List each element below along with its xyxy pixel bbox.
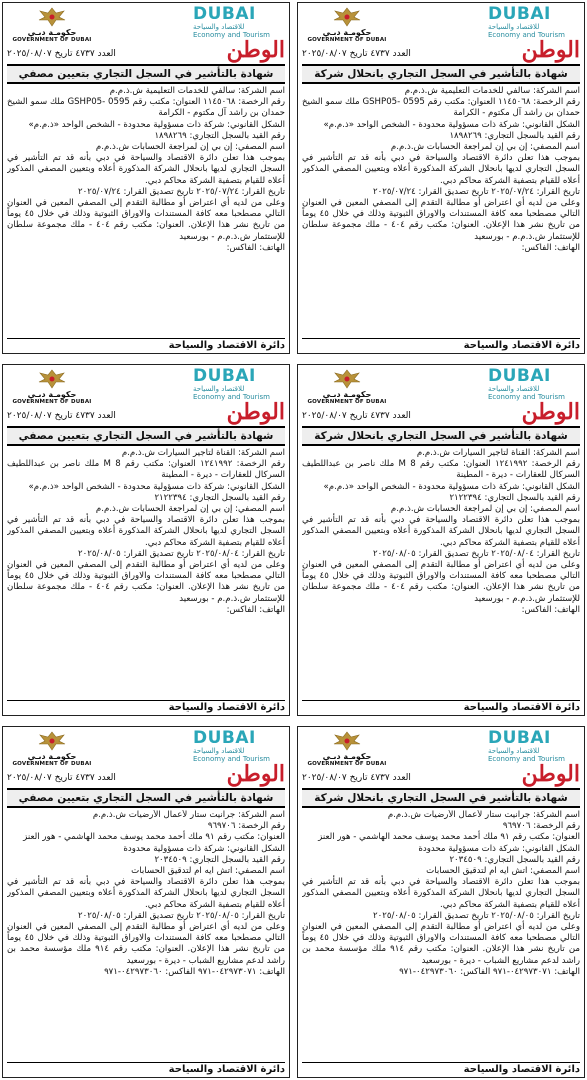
notice-line: رقم الرخصة: ١٢٤١٩٩٢ العنوان: مكتب رقم M 8 ملك ناصر بن عبداللطيف السركال للعقارات - ديرة - المطينة — [7, 459, 285, 481]
notice-footer-issuer: دائرة الاقتصاد والسياحة — [7, 1062, 285, 1075]
legal-notice — [2, 364, 290, 716]
notice-title: شهادة بالتأشير في السجل التجاري بتعيين مصفي — [7, 64, 285, 84]
notice-body — [7, 86, 285, 338]
falcon-emblem-icon — [35, 368, 69, 390]
notice-line: رقم الرخصة: ١١٤٥٠٦٨ العنوان: مكتب رقم 0595 -GSHP05 ملك سمو الشيخ حمدان بن راشد آل مكتوم - الكرامة — [7, 97, 285, 119]
notice-line: وعلى من لديه أي اعتراض أو مطالبة التقدم إلى المصفي المعين في العنوان التالي مصطحبا معه كافة المستندات والاوراق الثبوتية وذلك في خلال ٤٥ يوماً من تاريخ نشر هذا الإعلان. العنوان: مكتب رقم ٤٠٤ - ملك مجموعة سلطان للإستثمار ش.ذ.م.م - بورسعيد — [302, 198, 580, 242]
notice-title: شهادة بالتأشير في السجل التجاري بتعيين مصفي — [7, 426, 285, 446]
gov-name-english: GOVERNMENT OF DUBAI — [307, 37, 387, 43]
dubai-economy-tourism-logo — [488, 6, 580, 39]
notice-line: بموجب هذا تعلن دائرة الاقتصاد والسياحة في دبي بأنه قد تم التأشير في السجل التجاري لديها بانحلال الشركة المذكورة أعلاه وبتعيين المصفي المذكور أعلاه للقيام بتصفية الشركة محاكم دبي. — [302, 515, 580, 548]
legal-notice — [297, 726, 585, 1078]
notice-footer-issuer: دائرة الاقتصاد والسياحة — [7, 700, 285, 713]
dubai-logo-arabic: للاقتصاد والسياحة — [488, 747, 540, 755]
notice-line: الشكل القانوني: شركة ذات مسؤولية محدودة — [123, 843, 285, 854]
notice-line: اسم الشركة: سالفي للخدمات التعليمية ش.ذ.م.م — [404, 86, 580, 96]
falcon-emblem-icon — [35, 730, 69, 752]
notice-line: الهاتف: الفاكس: — [226, 604, 285, 615]
notice-line: الشكل القانوني: شركة ذات مسؤولية محدودة - الشخص الواحد «ذ.م.م» — [28, 119, 285, 130]
gov-name-arabic: حكومـة دبـي — [322, 390, 372, 399]
notice-line: اسم الشركة: القناة لتأجير السيارات ش.ذ.م.م — [416, 448, 580, 458]
issue-number-date: العدد ٤٧٣٧ تاريخ ٢٠٢٥/٠٨/٠٧ — [7, 49, 116, 59]
notice-line: وعلى من لديه أي اعتراض أو مطالبة التقدم إلى المصفي المعين في العنوان التالي مصطحبا معه كافة المستندات والاوراق الثبوتية وذلك في خلال ٤٥ يوماً من تاريخ نشر هذا الإعلان. العنوان: مكتب رقم ٤٠٤ - ملك مجموعة سلطان للإستثمار ش.ذ.م.م - بورسعيد — [7, 560, 285, 604]
dubai-logo-word: DUBAI — [488, 366, 551, 386]
notice-line: رقم الرخصة: ٩٦٩٧٠٦ — [502, 821, 580, 832]
legal-notice — [2, 726, 290, 1078]
gov-name-arabic: حكومـة دبـي — [322, 28, 372, 37]
notice-line: الشكل القانوني: شركة ذات مسؤولية محدودة - الشخص الواحد «ذ.م.م» — [28, 481, 285, 492]
notice-line: الهاتف: ٠٤٢٩٧٣٠٧١-٩٧١ الفاكس: ٠٤٢٩٧٣٠٦٠-٩٧١ — [104, 966, 285, 977]
dubai-logo-english: Economy and Tourism — [488, 31, 565, 39]
dubai-logo-arabic: للاقتصاد والسياحة — [193, 385, 245, 393]
notice-line: اسم المصفي: اتش ايه ام لتدقيق الحسابات — [426, 866, 580, 877]
newspaper-name: الوطن — [521, 761, 580, 787]
masthead — [7, 38, 285, 62]
newspaper-name: الوطن — [521, 37, 580, 63]
notice-line: بموجب هذا تعلن دائرة الاقتصاد والسياحة في دبي بأنه قد تم التأشير في السجل التجاري لديها بانحلال الشركة المذكورة أعلاه وبتعيين المصفي المذكور أعلاه للقيام بتصفية الشركة محاكم دبي. — [302, 153, 580, 186]
notice-line: تاريخ القرار: ٢٠٢٥/٠٨/٠٤ تاريخ تصديق القرار: ٢٠٢٥/٠٨/٠٥ — [78, 548, 285, 559]
notice-line: الهاتف: الفاكس: — [521, 604, 580, 615]
gov-name-arabic: حكومـة دبـي — [27, 28, 77, 37]
notice-line: العنوان: مكتب رقم ٩١ ملك أحمد محمد يوسف محمد الهاشمي - هور العنز — [23, 832, 285, 843]
legal-notice — [2, 2, 290, 354]
newspaper-name: الوطن — [226, 399, 285, 425]
notice-body — [302, 810, 580, 1062]
newspaper-name: الوطن — [521, 399, 580, 425]
notice-line: اسم الشركة: جرانيت ستار لأعمال الأرضيات ش.ذ.م.م — [92, 810, 285, 820]
dubai-logo-word: DUBAI — [193, 728, 256, 748]
notice-body — [7, 448, 285, 700]
gov-name-english: GOVERNMENT OF DUBAI — [12, 37, 92, 43]
masthead — [7, 400, 285, 424]
masthead — [302, 400, 580, 424]
gov-name-english: GOVERNMENT OF DUBAI — [307, 399, 387, 405]
notice-line: رقم القيد بالسجل التجاري: ١٨٩٨٢٦٩ — [154, 130, 285, 141]
dubai-logo-arabic: للاقتصاد والسياحة — [488, 385, 540, 393]
notice-line: رقم الرخصة: ١٢٤١٩٩٢ العنوان: مكتب رقم M 8 ملك ناصر بن عبداللطيف السركال للعقارات - ديرة - المطينة — [302, 459, 580, 481]
notice-title: شهادة بالتأشير في السجل التجاري بانحلال شركة — [302, 426, 580, 446]
notice-line: وعلى من لديه أي اعتراض أو مطالبة التقدم إلى المصفي المعين في العنوان التالي مصطحبا معه كافة المستندات والاوراق الثبوتية وذلك في خلال ٤٥ يوماً من تاريخ نشر هذا الإعلان. العنوان: مكتب رقم ٤٠٤ - ملك مجموعة سلطان للإستثمار ش.ذ.م.م - بورسعيد — [7, 198, 285, 242]
dubai-logo-english: Economy and Tourism — [488, 393, 565, 401]
notice-line: الهاتف: ٠٤٢٩٧٣٠٧١-٩٧١ الفاكس: ٠٤٢٩٧٣٠٦٠-٩٧١ — [399, 966, 580, 977]
notice-line: بموجب هذا تعلن دائرة الاقتصاد والسياحة في دبي بأنه قد تم التأشير في السجل التجاري لديها بانحلال الشركة المذكورة أعلاه وبتعيين المصفي المذكور أعلاه للقيام بتصفية الشركة محاكم دبي. — [7, 877, 285, 910]
falcon-emblem-icon — [330, 6, 364, 28]
notice-line: اسم المصفي: إن بي إن لمراجعة الحسابات ش.ذ.م.م — [95, 504, 285, 515]
notice-line: الشكل القانوني: شركة ذات مسؤولية محدودة — [418, 843, 580, 854]
notice-title: شهادة بالتأشير في السجل التجاري بانحلال شركة — [302, 788, 580, 808]
falcon-emblem-icon — [330, 730, 364, 752]
dubai-economy-tourism-logo — [193, 368, 285, 401]
issue-number-date: العدد ٤٧٣٧ تاريخ ٢٠٢٥/٠٨/٠٧ — [302, 49, 411, 59]
gov-name-english: GOVERNMENT OF DUBAI — [12, 399, 92, 405]
notice-line: تاريخ القرار: ٢٠٢٥/٠٧/٢٤ تاريخ تصديق القرار: ٢٠٢٥/٠٧/٢٤ — [373, 186, 580, 197]
notice-line: الهاتف: الفاكس: — [226, 242, 285, 253]
dubai-economy-tourism-logo — [193, 6, 285, 39]
masthead — [7, 762, 285, 786]
notice-line: تاريخ القرار: ٢٠٢٥/٠٨/٠٥ تاريخ تصديق القرار: ٢٠٢٥/٠٨/٠٥ — [373, 910, 580, 921]
falcon-emblem-icon — [330, 368, 364, 390]
notice-line: اسم المصفي: إن بي إن لمراجعة الحسابات ش.ذ.م.م — [390, 142, 580, 153]
dubai-logo-english: Economy and Tourism — [193, 755, 270, 763]
notice-line: رقم القيد بالسجل التجاري: ٢٠٣٤٥٠٩ — [154, 854, 285, 865]
notice-footer-issuer: دائرة الاقتصاد والسياحة — [302, 700, 580, 713]
notices-grid — [2, 2, 585, 1078]
notice-line: وعلى من لديه أي اعتراض أو مطالبة التقدم إلى المصفي المعين في العنوان التالي مصطحبا معه كافة المستندات والاوراق الثبوتية وذلك في خلال ٤٥ يوماً من تاريخ نشر هذا الإعلان. العنوان: مكتب رقم ٩١٤ ملك مؤسسة محمد بن راشد لدعم مشاريع الشباب - ديرة - بورسعيد — [7, 922, 285, 966]
notice-footer-issuer: دائرة الاقتصاد والسياحة — [302, 338, 580, 351]
legal-notice — [297, 364, 585, 716]
notice-line: اسم المصفي: إن بي إن لمراجعة الحسابات ش.ذ.م.م — [95, 142, 285, 153]
notice-line: اسم الشركة: القناة لتأجير السيارات ش.ذ.م.م — [121, 448, 285, 458]
notice-line: رقم القيد بالسجل التجاري: ٢١٢٢٣٩٤ — [154, 492, 285, 503]
issue-number-date: العدد ٤٧٣٧ تاريخ ٢٠٢٥/٠٨/٠٧ — [302, 773, 411, 783]
notice-line: العنوان: مكتب رقم ٩١ ملك أحمد محمد يوسف محمد الهاشمي - هور العنز — [318, 832, 580, 843]
issue-number-date: العدد ٤٧٣٧ تاريخ ٢٠٢٥/٠٨/٠٧ — [7, 773, 116, 783]
notice-line: رقم الرخصة: ٩٦٩٧٠٦ — [207, 821, 285, 832]
masthead — [302, 762, 580, 786]
dubai-logo-word: DUBAI — [193, 4, 256, 24]
issue-number-date: العدد ٤٧٣٧ تاريخ ٢٠٢٥/٠٨/٠٧ — [302, 411, 411, 421]
gov-name-arabic: حكومـة دبـي — [27, 390, 77, 399]
notice-line: اسم الشركة: سالفي للخدمات التعليمية ش.ذ.م.م — [109, 86, 285, 96]
legal-notice — [297, 2, 585, 354]
notice-body — [302, 448, 580, 700]
notice-line: الشكل القانوني: شركة ذات مسؤولية محدودة - الشخص الواحد «ذ.م.م» — [323, 119, 580, 130]
notice-line: تاريخ القرار: ٢٠٢٥/٠٨/٠٥ تاريخ تصديق القرار: ٢٠٢٥/٠٨/٠٥ — [78, 910, 285, 921]
notice-line: اسم المصفي: اتش ايه ام لتدقيق الحسابات — [131, 866, 285, 877]
gov-name-arabic: حكومـة دبـي — [27, 752, 77, 761]
notice-line: رقم القيد بالسجل التجاري: ١٨٩٨٢٦٩ — [449, 130, 580, 141]
notice-line: تاريخ القرار: ٢٠٢٥/٠٧/٢٤ تاريخ تصديق القرار: ٢٠٢٥/٠٧/٢٤ — [78, 186, 285, 197]
notice-body — [302, 86, 580, 338]
notice-line: وعلى من لديه أي اعتراض أو مطالبة التقدم إلى المصفي المعين في العنوان التالي مصطحبا معه كافة المستندات والاوراق الثبوتية وذلك في خلال ٤٥ يوماً من تاريخ نشر هذا الإعلان. العنوان: مكتب رقم ٤٠٤ - ملك مجموعة سلطان للإستثمار ش.ذ.م.م - بورسعيد — [302, 560, 580, 604]
dubai-economy-tourism-logo — [488, 368, 580, 401]
notice-line: بموجب هذا تعلن دائرة الاقتصاد والسياحة في دبي بأنه قد تم التأشير في السجل التجاري لديها بانحلال الشركة المذكورة أعلاه وبتعيين المصفي المذكور أعلاه للقيام بتصفية الشركة محاكم دبي. — [7, 515, 285, 548]
notice-line: الشكل القانوني: شركة ذات مسؤولية محدودة - الشخص الواحد «ذ.م.م» — [323, 481, 580, 492]
notice-title: شهادة بالتأشير في السجل التجاري بانحلال شركة — [302, 64, 580, 84]
notice-body — [7, 810, 285, 1062]
newspaper-name: الوطن — [226, 37, 285, 63]
dubai-logo-arabic: للاقتصاد والسياحة — [488, 23, 540, 31]
newspaper-name: الوطن — [226, 761, 285, 787]
gov-name-arabic: حكومـة دبـي — [322, 752, 372, 761]
notice-footer-issuer: دائرة الاقتصاد والسياحة — [7, 338, 285, 351]
falcon-emblem-icon — [35, 6, 69, 28]
dubai-logo-arabic: للاقتصاد والسياحة — [193, 747, 245, 755]
notice-line: بموجب هذا تعلن دائرة الاقتصاد والسياحة في دبي بأنه قد تم التأشير في السجل التجاري لديها بانحلال الشركة المذكورة أعلاه وبتعيين المصفي المذكور أعلاه للقيام بتصفية الشركة محاكم دبي. — [7, 153, 285, 186]
notice-line: اسم الشركة: جرانيت ستار لأعمال الأرضيات ش.ذ.م.م — [387, 810, 580, 820]
notice-footer-issuer: دائرة الاقتصاد والسياحة — [302, 1062, 580, 1075]
gov-name-english: GOVERNMENT OF DUBAI — [307, 761, 387, 767]
dubai-logo-word: DUBAI — [488, 4, 551, 24]
notice-line: رقم القيد بالسجل التجاري: ٢٠٣٤٥٠٩ — [449, 854, 580, 865]
notice-line: تاريخ القرار: ٢٠٢٥/٠٨/٠٤ تاريخ تصديق القرار: ٢٠٢٥/٠٨/٠٥ — [373, 548, 580, 559]
dubai-logo-word: DUBAI — [193, 366, 256, 386]
issue-number-date: العدد ٤٧٣٧ تاريخ ٢٠٢٥/٠٨/٠٧ — [7, 411, 116, 421]
notice-line: رقم القيد بالسجل التجاري: ٢١٢٢٣٩٤ — [449, 492, 580, 503]
notice-line: وعلى من لديه أي اعتراض أو مطالبة التقدم إلى المصفي المعين في العنوان التالي مصطحبا معه كافة المستندات والاوراق الثبوتية وذلك في خلال ٤٥ يوماً من تاريخ نشر هذا الإعلان. العنوان: مكتب رقم ٩١٤ ملك مؤسسة محمد بن راشد لدعم مشاريع الشباب - ديرة - بورسعيد — [302, 922, 580, 966]
gov-name-english: GOVERNMENT OF DUBAI — [12, 761, 92, 767]
notice-line: رقم الرخصة: ١١٤٥٠٦٨ العنوان: مكتب رقم 0595 -GSHP05 ملك سمو الشيخ حمدان بن راشد آل مكتوم - الكرامة — [302, 97, 580, 119]
dubai-logo-word: DUBAI — [488, 728, 551, 748]
dubai-logo-english: Economy and Tourism — [488, 755, 565, 763]
dubai-logo-english: Economy and Tourism — [193, 393, 270, 401]
dubai-logo-english: Economy and Tourism — [193, 31, 270, 39]
notice-line: الهاتف: الفاكس: — [521, 242, 580, 253]
notice-line: اسم المصفي: إن بي إن لمراجعة الحسابات ش.ذ.م.م — [390, 504, 580, 515]
dubai-logo-arabic: للاقتصاد والسياحة — [193, 23, 245, 31]
notice-line: بموجب هذا تعلن دائرة الاقتصاد والسياحة في دبي بأنه قد تم التأشير في السجل التجاري لديها بانحلال الشركة المذكورة أعلاه وبتعيين المصفي المذكور أعلاه للقيام بتصفية الشركة محاكم دبي. — [302, 877, 580, 910]
notice-title: شهادة بالتأشير في السجل التجاري بتعيين مصفي — [7, 788, 285, 808]
dubai-economy-tourism-logo — [193, 730, 285, 763]
dubai-economy-tourism-logo — [488, 730, 580, 763]
masthead — [302, 38, 580, 62]
